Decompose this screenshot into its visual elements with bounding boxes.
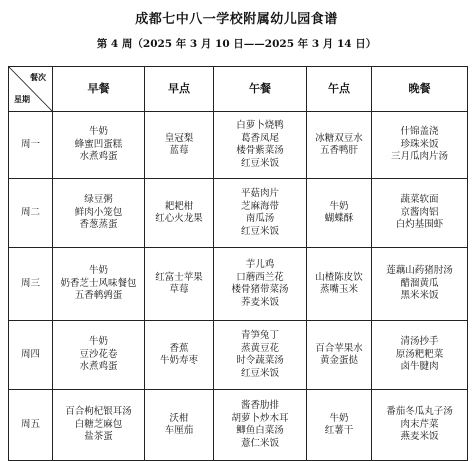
dish: 牛奶: [88, 336, 108, 348]
dish: 莲藕山药猪肘汤: [386, 265, 453, 277]
dish: 水煮鸡蛋: [79, 361, 118, 373]
dish: 肉末芹菜: [400, 418, 439, 430]
table-row-fri: [9, 390, 468, 461]
dish: 香蕉: [169, 342, 189, 354]
breakfast-cell: [53, 179, 145, 248]
lunch-cell: [214, 390, 307, 461]
dish: 平菇肉片: [240, 188, 279, 199]
dish: 鲫鱼白菜汤: [236, 425, 284, 436]
menu-table: [8, 66, 468, 461]
dish: 香葱蒸蛋: [79, 219, 118, 231]
dish: 牛奶寿枣: [159, 355, 198, 366]
dish: 车厘茄: [164, 425, 194, 436]
day-label: 周一: [9, 112, 53, 179]
dish: 荞麦米饭: [240, 296, 279, 308]
table-row-wed: [9, 248, 468, 321]
dish: 原汤粑粑菜: [395, 348, 444, 360]
dish: 水煮鸡蛋: [79, 151, 118, 163]
dish: 口蘑西兰花: [236, 271, 284, 283]
week-subtitle: 第 4 周（2025 年 3 月 10 日——2025 年 3 月 14 日）: [96, 38, 377, 50]
dish: 牛奶: [329, 412, 349, 424]
dinner-cell: [372, 390, 468, 461]
dish: 白灼基围虾: [395, 219, 444, 231]
menu-title: 成都七中八一学校附属幼儿园食谱: [135, 12, 338, 27]
dish: 蝴蝶酥: [324, 213, 354, 224]
afternoon-snack-cell: [307, 248, 372, 321]
dish: 青笋兔丁: [240, 330, 279, 341]
dish: 燕麦米饭: [400, 431, 439, 443]
morning-snack-cell: [145, 321, 214, 390]
breakfast-cell: [53, 112, 145, 179]
dish: 白萝卜烧鸭: [236, 120, 284, 131]
afternoon-snack-cell: [307, 390, 372, 461]
dish: 五香鸭肝: [319, 145, 358, 156]
dish: 时令蔬菜汤: [236, 355, 284, 366]
dish: 番茄冬瓜丸子汤: [386, 406, 453, 418]
breakfast-cell: [53, 321, 145, 390]
dish: 芋儿鸡: [245, 259, 275, 270]
lunch-cell: [214, 112, 307, 179]
dish: 红豆米饭: [240, 157, 279, 169]
dinner-cell: [372, 248, 468, 321]
morning-snack-cell: [145, 112, 214, 179]
dish: 楼骨紫菜汤: [236, 145, 284, 156]
col-header-afternoon-snack: 午点: [307, 67, 372, 112]
dish: 京酱肉铝: [400, 206, 439, 218]
afternoon-snack-cell: [307, 112, 372, 179]
day-label: 周三: [9, 248, 53, 321]
dish: 醋溜黄瓜: [400, 277, 439, 289]
dish: 红富士苹果: [155, 271, 203, 283]
morning-snack-cell: [145, 179, 214, 248]
day-label: 周五: [9, 390, 53, 461]
dish: 蓝莓: [169, 145, 189, 156]
table-row-tue: [9, 179, 468, 248]
breakfast-cell: [53, 390, 145, 461]
corner-day-label: 星期: [14, 93, 30, 104]
dish: 沃柑: [169, 412, 189, 424]
morning-snack-cell: [145, 390, 214, 461]
lunch-cell: [214, 179, 307, 248]
dish: 芝麻海带: [240, 200, 279, 212]
dish: 楼骨猪带菜汤: [231, 284, 289, 295]
dinner-cell: [372, 179, 468, 248]
table-row-thu: [9, 321, 468, 390]
header-row: [9, 67, 468, 112]
day-label: 周二: [9, 179, 53, 248]
dish: 红豆米饭: [240, 225, 279, 237]
dish: 清汤抄手: [400, 336, 439, 348]
corner-meal-label: 餐次: [30, 72, 46, 82]
col-header-breakfast: 早餐: [53, 67, 145, 112]
dish: 蒸嘴玉米: [319, 284, 358, 295]
morning-snack-cell: [145, 248, 214, 321]
dish: 豆沙花卷: [79, 348, 118, 360]
lunch-cell: [214, 321, 307, 390]
col-header-dinner: 晚餐: [372, 67, 468, 112]
dinner-cell: [372, 112, 468, 179]
dish: 牛奶: [88, 126, 108, 138]
dish: 百合枸杞银耳汤: [65, 406, 132, 418]
col-header-morning-snack: 早点: [145, 67, 214, 112]
dish: 酱香肋排: [240, 400, 279, 411]
dish: 卤牛腱肉: [400, 361, 439, 373]
dish: 鲜肉小笼包: [74, 206, 123, 218]
dish: 胡萝卜炒木耳: [231, 412, 289, 424]
dish: 牛奶: [88, 265, 108, 277]
dinner-cell: [372, 321, 468, 390]
dish: 绿豆粥: [84, 194, 113, 206]
dish: 盐茶蛋: [84, 431, 113, 443]
breakfast-cell: [53, 248, 145, 321]
table-row-mon: [9, 112, 468, 179]
dish: 冰糖双豆水: [315, 132, 363, 144]
dish: 蜂蜜凹蛋糕: [74, 138, 123, 150]
afternoon-snack-cell: [307, 321, 372, 390]
dish: 皇冠梨: [164, 132, 194, 144]
dish: 红薯干: [324, 425, 354, 436]
corner-cell: [9, 67, 53, 112]
dish: 珍珠米饭: [400, 138, 439, 150]
col-header-lunch: 午餐: [214, 67, 307, 112]
lunch-cell: [214, 248, 307, 321]
dish: 五香鹌鹑蛋: [74, 290, 123, 302]
day-label: 周四: [9, 321, 53, 390]
dish: 蔬菜软面: [400, 194, 439, 206]
dish: 奶香芝士风味餐包: [60, 277, 137, 289]
dish: 草莓: [169, 284, 189, 295]
dish: 葛香凤尾: [240, 132, 279, 144]
dish: 黄金蛋挞: [319, 355, 358, 366]
dish: 三月瓜肉片汤: [390, 151, 448, 163]
dish: 耙耙柑: [164, 200, 194, 212]
dish: 薏仁米饭: [240, 437, 279, 449]
dish: 蒸黄豆花: [240, 342, 279, 354]
dish: 百合苹果水: [315, 342, 363, 354]
dish: 白糖芝麻包: [74, 418, 123, 430]
dish: 黑米米饭: [400, 290, 439, 302]
dish: 什锦盖浇: [400, 126, 439, 138]
afternoon-snack-cell: [307, 179, 372, 248]
dish: 牛奶: [329, 200, 349, 212]
dish: 南瓜汤: [245, 213, 275, 224]
dish: 山楂陈皮饮: [315, 271, 363, 283]
dish: 红心火龙果: [155, 213, 203, 224]
dish: 红豆米饭: [240, 367, 279, 379]
